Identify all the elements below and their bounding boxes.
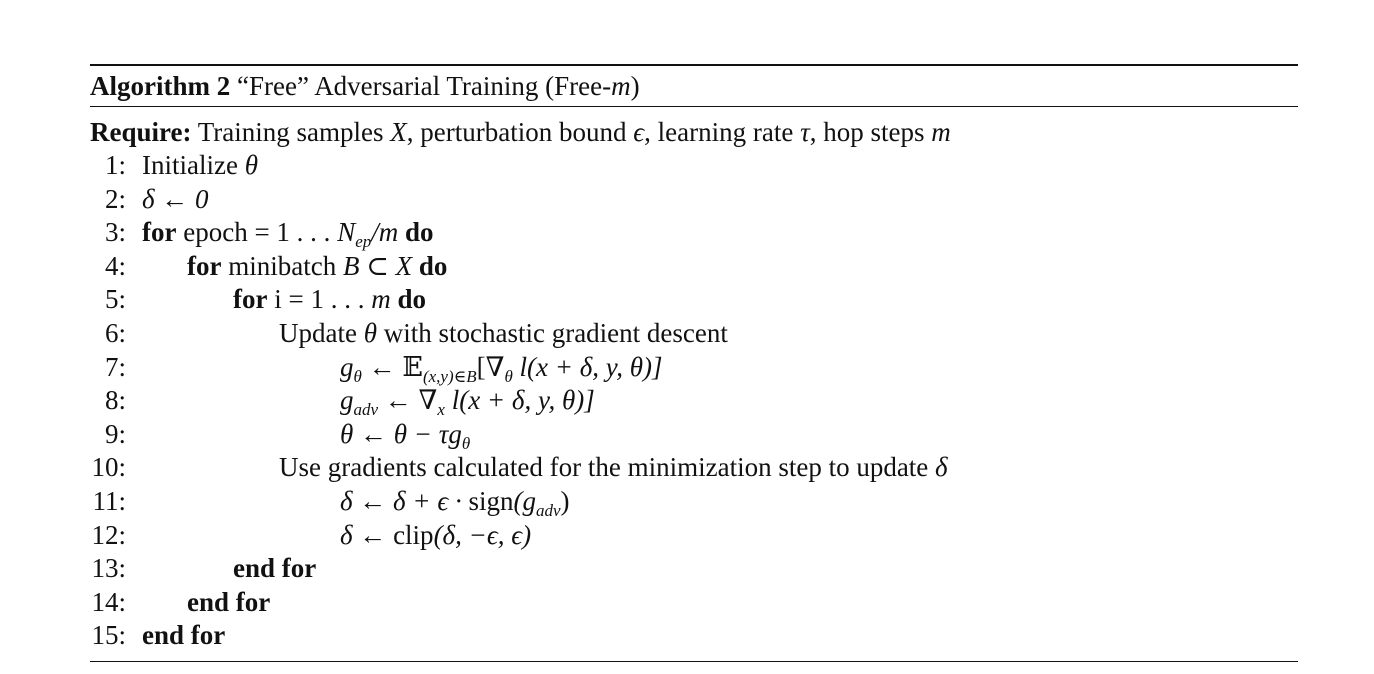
line-subscript-3: θ [504,366,513,386]
line-number: 8: [104,385,126,416]
line-math: g [340,351,354,382]
line-content [233,283,426,317]
require-text-2: , perturbation bound [406,117,634,147]
algorithm-line-5 [90,283,1298,317]
algorithm-line-7 [90,351,1298,385]
line-number: 11: [92,485,126,516]
require-line [90,115,1298,149]
line-math-mid: ← ∇ [378,385,438,416]
line-number: 4: [104,250,126,281]
keyword-for: for [142,217,177,248]
line-math: θ [363,317,377,348]
line-math: δ [935,452,948,483]
line-number: 3: [104,217,126,248]
require-var-eps: ϵ [633,117,645,147]
require-text-3: , learning rate [644,117,801,147]
keyword-for: for [187,250,222,281]
line-math-tail: l(x + δ, y, θ)] [512,351,663,382]
line-content [142,149,258,183]
line-number: 5: [104,284,126,315]
line-content [340,519,531,553]
line-text: Initialize [142,150,245,180]
require-keyword: Require: [90,117,192,147]
require-var-m: m [931,117,951,147]
require-text-4: , hop steps [809,117,932,147]
line-number: 2: [104,183,126,214]
line-content [340,485,570,519]
algorithm-caption [90,66,1298,106]
line-content [279,317,728,351]
algorithm-line-10 [90,451,1298,485]
line-subscript: ep [355,232,372,252]
line-number: 10: [91,452,126,483]
line-content [340,351,663,385]
keyword-do: do [405,217,434,248]
line-text: i = 1 . . . [267,284,372,315]
algorithm-line-4 [90,250,1298,284]
line-math: N [337,217,356,248]
line-math-rest: [∇ [476,351,505,382]
algorithm-line-2 [90,183,1298,217]
clip-function: clip [393,519,434,550]
algorithm-title-close: ) [630,71,640,101]
keyword-end-for: end for [233,553,317,584]
algorithm-line-8 [90,384,1298,418]
line-subscript: adv [535,500,561,520]
line-math: B ⊂ X [342,250,413,281]
require-var-x: X [390,117,407,147]
line-subscript: θ [461,433,471,453]
algorithm-line-12 [90,519,1298,553]
keyword-end-for: end for [187,586,271,617]
line-subscript-2: (x,y)∈B [422,366,477,386]
line-content [187,250,447,284]
line-math-rest: l(x + δ, y, θ)] [444,385,595,416]
line-text: Use gradients calculated for the minimization step to update [279,452,936,483]
algorithm-line-9 [90,418,1298,452]
line-math: δ ← [340,519,394,550]
require-var-tau: τ [800,117,810,147]
line-subscript: θ [353,366,362,386]
keyword-end-for: end for [142,620,226,651]
line-content [340,418,470,452]
line-number: 7: [104,351,126,382]
algorithm-line-1 [90,149,1298,183]
algorithm-line-11 [90,485,1298,519]
line-math: δ ← δ + ϵ · [340,485,469,516]
algorithm-line-13 [90,552,1298,586]
algorithm-label: Algorithm 2 [90,71,231,101]
algorithm-line-15 [90,619,1298,653]
line-math-close: ) [560,485,570,516]
line-math-mid: ← 𝔼 [361,351,423,382]
line-text-2: with stochastic gradient descent [376,317,728,348]
line-content [142,216,434,250]
algorithm-title-var: m [611,71,631,101]
line-number: 13: [91,553,126,584]
line-number: 14: [91,586,126,617]
line-subscript: adv [353,400,379,420]
algorithm-line-14 [90,586,1298,620]
line-math: θ [244,150,258,180]
algorithm-body [90,107,1298,653]
keyword-do: do [418,250,448,281]
line-content [340,384,595,418]
line-number: 15: [91,620,126,651]
line-math: δ ← 0 [142,183,209,214]
bottom-rule [90,661,1298,662]
line-number: 12: [91,519,126,550]
algorithm-line-3 [90,216,1298,250]
line-math: θ ← θ − τg [340,418,462,449]
algorithm-block [90,64,1298,662]
algorithm-title: “Free” Adversarial Training (Free- [236,71,612,101]
line-math-2: /m [371,217,399,248]
line-math-paren: (g [513,485,536,516]
keyword-do: do [397,284,426,315]
keyword-for: for [233,284,268,315]
sign-function: sign [468,485,514,516]
algorithm-line-6 [90,317,1298,351]
line-subscript-2: x [437,400,445,420]
line-text: minibatch [221,250,343,281]
line-math: g [340,385,354,416]
line-content [279,451,948,485]
line-text: epoch = 1 . . . [176,217,338,248]
line-text: Update [279,317,364,348]
line-math: m [371,284,391,315]
line-number: 1: [104,150,126,180]
line-number: 6: [104,317,126,348]
line-number: 9: [104,418,126,449]
line-math-paren: (δ, −ϵ, ϵ) [433,519,532,550]
require-text-1: Training samples [191,117,391,147]
